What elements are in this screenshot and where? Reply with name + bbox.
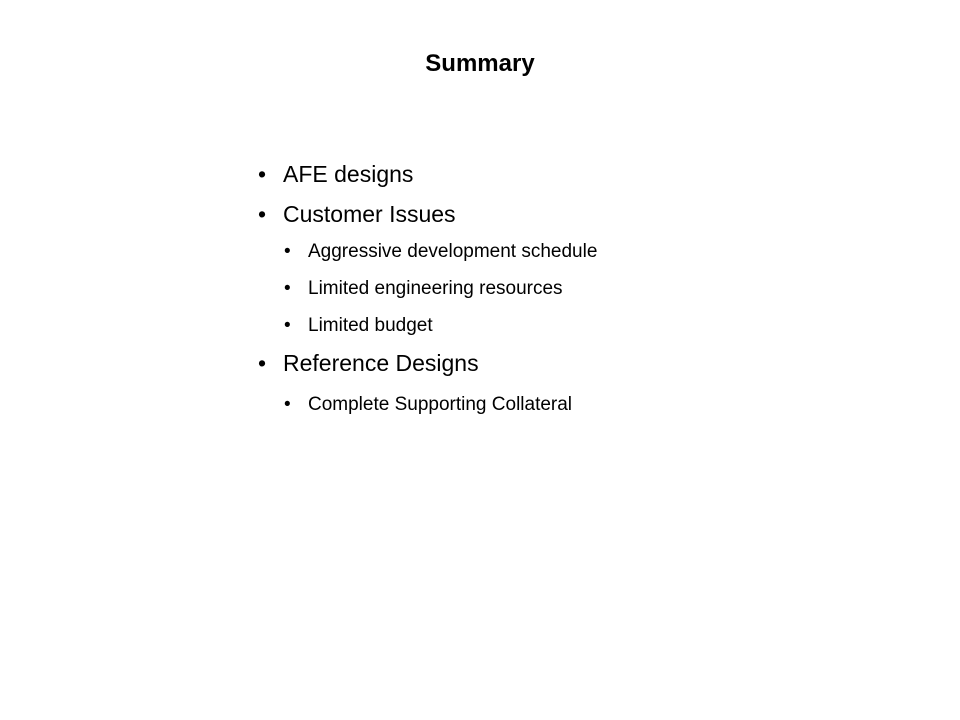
bullet-text: Limited budget [308,315,433,336]
bullet-text: AFE designs [283,161,414,187]
bullet-dot: • [284,278,291,299]
bullet-text: Limited engineering resources [308,278,563,299]
bullet-text: Aggressive development schedule [308,241,598,262]
bullet-text: Complete Supporting Collateral [308,394,573,415]
bullet-text: Customer Issues [283,201,456,227]
bullet-dot: • [284,315,291,336]
bullet-dot: • [258,350,267,376]
slide-title: Summary [425,50,535,77]
bullet-dot: • [284,394,291,415]
bullet-text: Reference Designs [283,350,479,376]
bullet-dot: • [284,241,291,262]
bullet-dot: • [258,161,267,187]
bullet-dot: • [258,201,267,227]
